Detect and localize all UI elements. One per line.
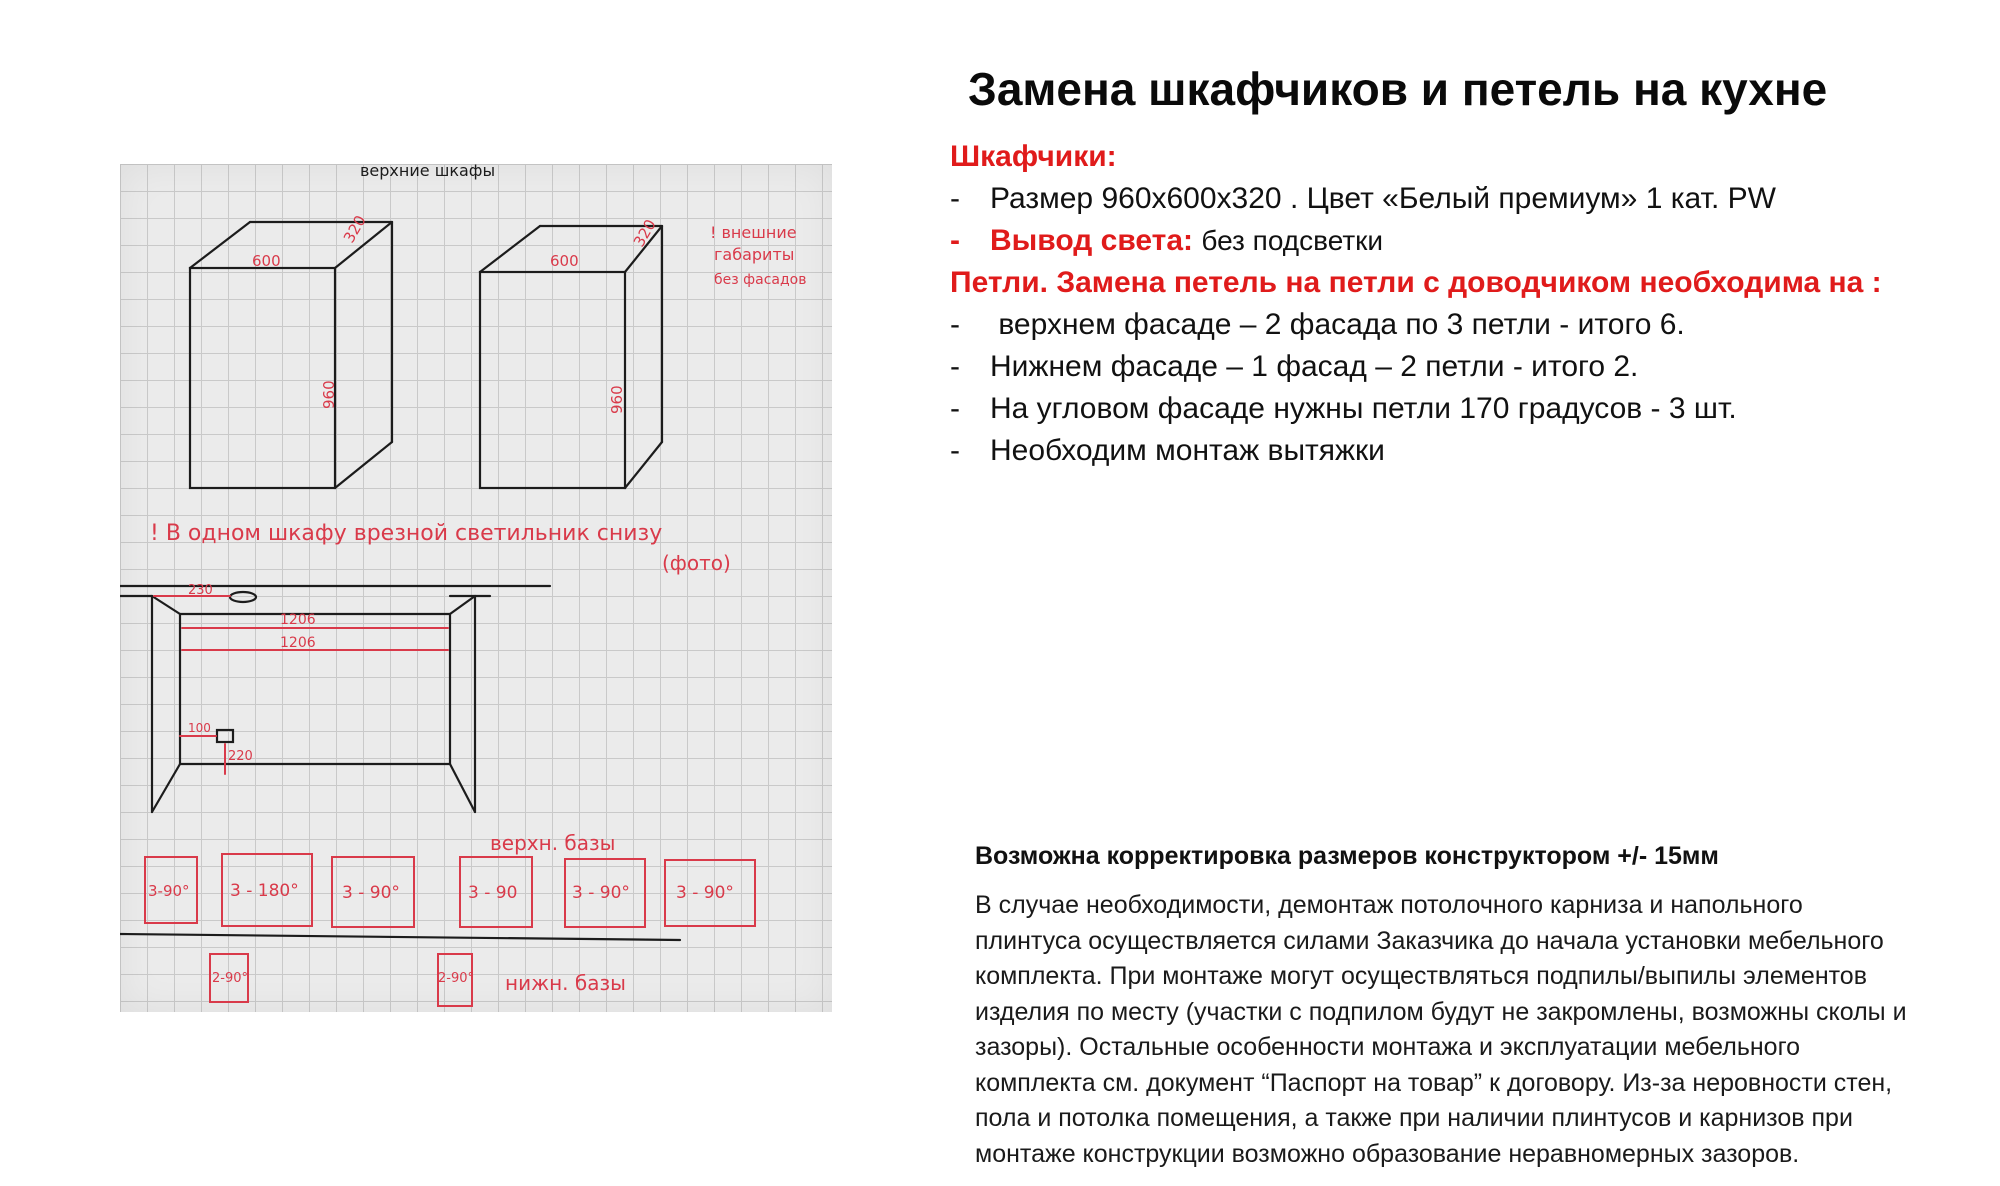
upper-box-4-label: 3 - 90 <box>468 883 518 903</box>
note-line: плинтуса осуществляется силами Заказчика до начала установки мебельного <box>975 926 1884 955</box>
hinge-item-1-dash: - <box>950 308 960 341</box>
lamp-photo-note: (фото) <box>662 551 731 575</box>
note-line: комплекта. При монтаже могут осуществляться подпилы/выпилы элементов <box>975 962 1867 990</box>
cab2-depth-label: 320 <box>629 216 660 250</box>
page-title: Замена шкафчиков и петель на кухне <box>968 63 1828 115</box>
light-dash: - <box>950 224 960 257</box>
cab1-height-label: 960 <box>320 380 338 409</box>
upper-bases-label: верхн. базы <box>490 831 616 855</box>
cab2-width-label: 600 <box>550 252 579 270</box>
hinge-item-2: Нижнем фасаде – 1 фасад – 2 петли - итого 2. <box>990 350 1639 383</box>
side-note-3: без фасадов <box>714 272 807 288</box>
lamp-note: ! В одном шкафу врезной светильник снизу <box>150 521 663 546</box>
dim-230: 230 <box>188 583 213 598</box>
side-note-1: ! внешние <box>710 223 797 242</box>
upper-box-2-label: 3 - 180° <box>230 881 299 901</box>
hinge-item-1: верхнем фасаде – 2 фасада по 3 петли - итого 6. <box>990 308 1685 341</box>
note-line: пола и потолка помещения, а также при наличии плинтусов и карнизов при <box>975 1104 1853 1132</box>
dim-1206-a: 1206 <box>280 612 316 628</box>
note-line: В случае необходимости, демонтаж потолочного карниза и напольного <box>975 891 1803 919</box>
cab2-height-label: 960 <box>608 385 626 414</box>
bases-divider <box>120 934 680 940</box>
hinge-item-3: На угловом фасаде нужны петли 170 градусов - 3 шт. <box>990 392 1737 425</box>
hinge-item-3-dash: - <box>950 392 960 425</box>
dim-220: 220 <box>228 749 253 764</box>
hinge-item-4: Необходим монтаж вытяжки <box>990 434 1385 467</box>
upper-box-1-label: 3-90° <box>148 882 190 900</box>
sketch-photo <box>120 164 832 1012</box>
side-note-2: габариты <box>714 245 795 264</box>
lower-box-1-label: 2-90° <box>212 971 249 986</box>
note-title: Возможна корректировка размеров конструктором +/- 15мм <box>975 842 1719 870</box>
size-text: Размер 960x600x320 . Цвет «Белый премиум» 1 кат. PW <box>990 182 1776 215</box>
sketch-drawing <box>120 164 832 1012</box>
dim-100: 100 <box>188 721 211 735</box>
cabinet-1-drawing <box>190 222 392 488</box>
upper-box-5-label: 3 - 90° <box>572 883 630 903</box>
hinge-item-4-dash: - <box>950 434 960 467</box>
note-line: изделия по месту (участки с подпилом будут не закромлены, возможны сколы и <box>975 997 1907 1026</box>
cab1-depth-label: 320 <box>339 212 370 246</box>
lower-box-2-label: 2-90° <box>438 971 475 986</box>
note-line: монтаже конструкции возможно образование неравномерных зазоров. <box>975 1139 1800 1168</box>
note-line: зазоры). Остальные особенности монтажа и эксплуатации мебельного <box>975 1033 1801 1061</box>
light-label: Вывод света: <box>990 224 1194 257</box>
dim-1206-b: 1206 <box>280 635 316 651</box>
lower-bases-label: нижн. базы <box>505 971 626 995</box>
note-line: комплекта см. документ “Паспорт на товар” к договору. Из-за неровности стен, <box>975 1068 1893 1097</box>
cabinets-heading: Шкафчики: <box>950 140 1117 173</box>
size-dash: - <box>950 182 960 215</box>
note-body <box>975 888 1995 1172</box>
upper-box-6-label: 3 - 90° <box>676 883 734 903</box>
hinges-heading: Петли. Замена петель на петли с доводчиком необходима на : <box>950 266 1882 299</box>
hinge-item-2-dash: - <box>950 350 960 383</box>
light-value: без подсветки <box>1201 225 1384 256</box>
sketch-header: верхние шкафы <box>360 164 496 180</box>
spec-block <box>950 136 1980 472</box>
cab1-width-label: 600 <box>252 252 281 270</box>
upper-box-3-label: 3 - 90° <box>342 883 400 903</box>
